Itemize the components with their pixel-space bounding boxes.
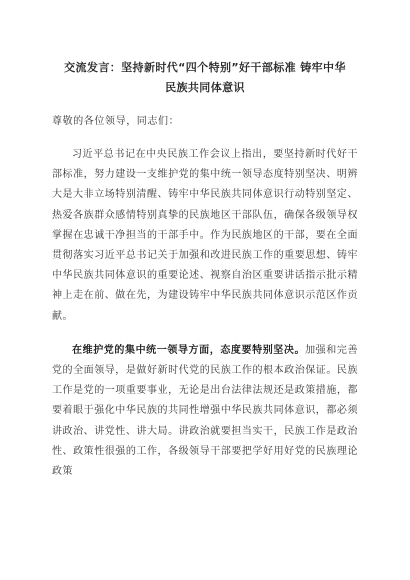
paragraph-2 bbox=[52, 341, 358, 482]
paragraph-2-body: 加强和完善党的全面领导，是做好新时代党的民族工作的根本政治保证。民族工作是党的一项重要事业，无论是出台法律法规还是政策措施，都要着眼于强化中华民族的共同性增强中华民族共同体意识，都必须讲政治、讲党性、讲大局。讲政治就要担当实干，民族工作是政治性、政策性很强的工作，各级领导干部要把学好用好党的民族理论政策 bbox=[52, 344, 359, 478]
paragraph-1: 习近平总书记在中央民族工作会议上指出，要坚持新时代好干部标准，努力建设一支维护党的集中统一领导态度特别坚决、明辨大是大非立场特别清醒、铸牢中华民族共同体意识行动特别坚定、热爱各族群众感情特别真挚的民族地区干部队伍，确保各级领导权掌握在忠诚干净担当的干部手中。作为民族地区的干部，要在全面贯彻落实习近平总书记关于加强和改进民族工作的重要思想、铸牢中华民族共同体意识的重要论述、视察自治区重要讲话指示批示精神上走在前、做在先，为建设铸牢中华民族共同体意识示范区作贡献。 bbox=[52, 149, 358, 322]
salutation: 尊敬的各位领导，同志们： bbox=[52, 116, 180, 127]
document-title bbox=[52, 58, 358, 98]
paragraph-2-lead: 在维护党的集中统一领导方面，态度要特别坚决。 bbox=[72, 344, 306, 356]
title-line-2: 民族共同体意识 bbox=[165, 81, 245, 94]
title-line-1: 交流发言：坚持新时代“四个特别”好干部标准 铸牢中华 bbox=[64, 61, 346, 74]
